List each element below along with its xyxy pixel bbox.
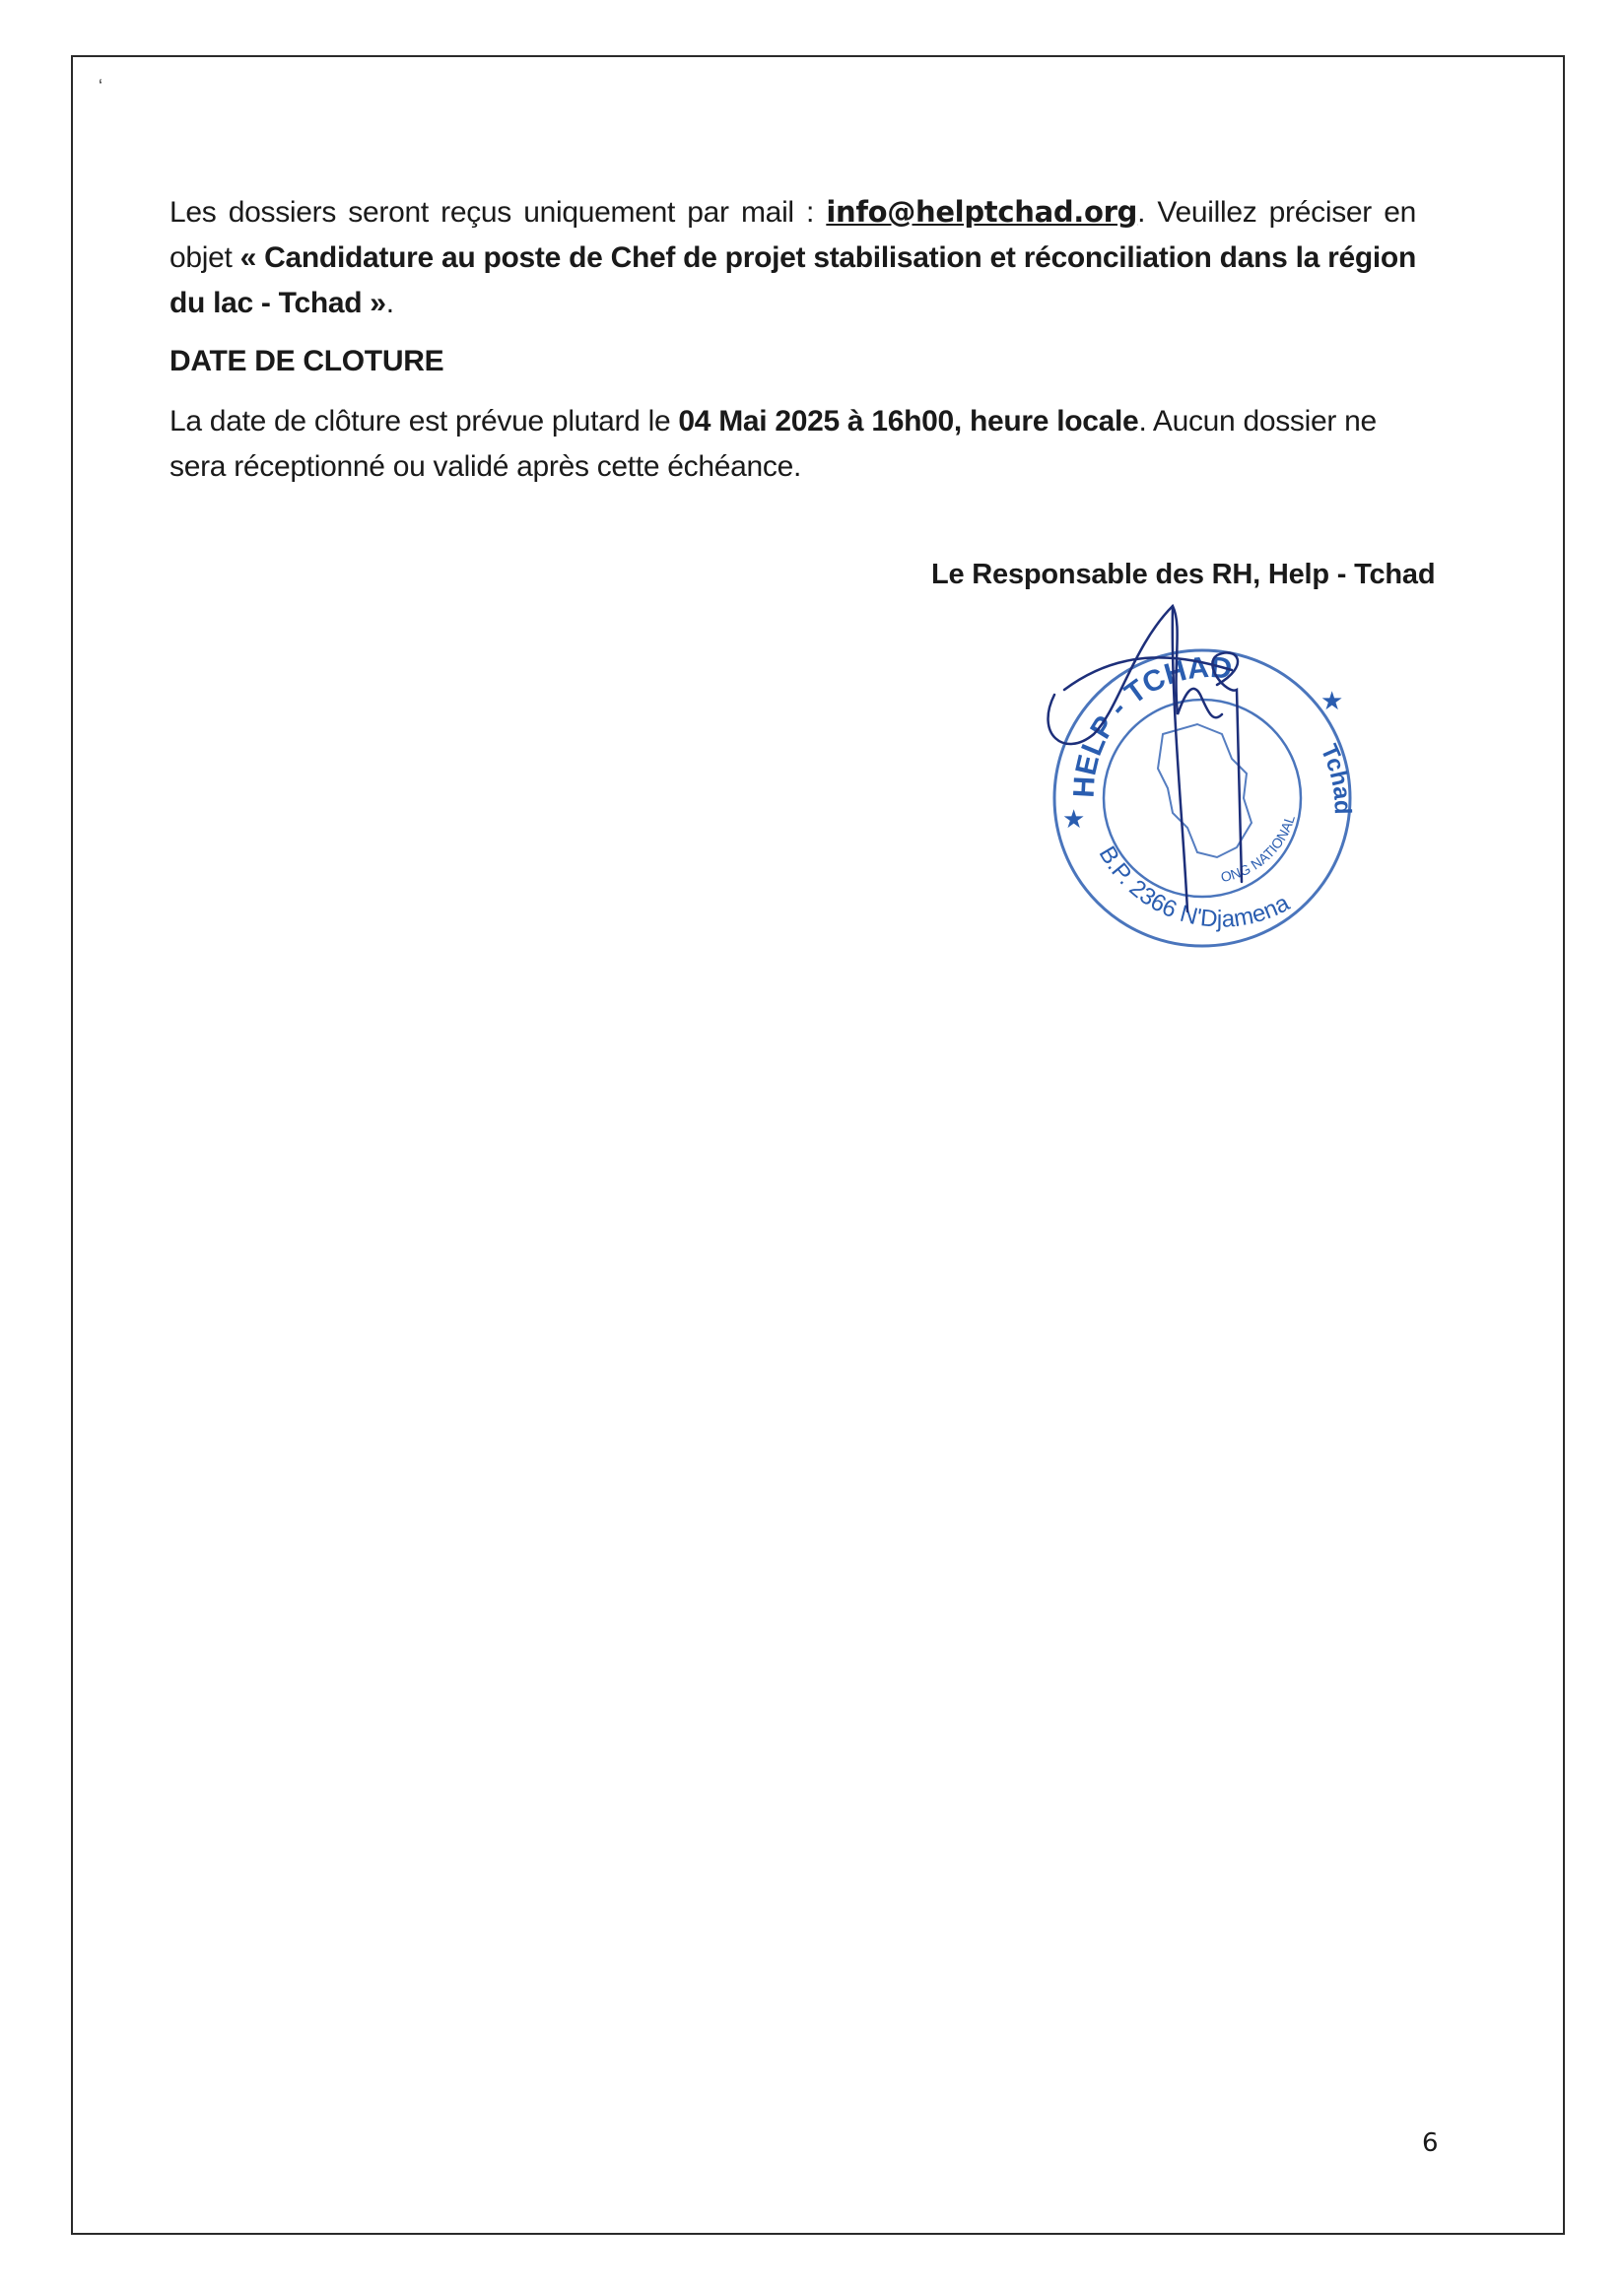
stray-mark: ʻ [99,77,102,97]
page-number: 6 [1422,2128,1439,2158]
stamp-right-text: Tchad [1315,740,1356,815]
closing-suffix: . Aucun dossier ne sera réceptionné ou validé après cette échéance. [169,405,1377,483]
organization-stamp [1025,586,1380,961]
svg-text:★: ★ [1062,804,1086,834]
closing-prefix: La date de clôture est prévue plutard le [169,405,679,438]
email-subject: « Candidature au poste de Chef de projet stabilisation et réconciliation dans la région du lac - Tchad » [169,241,1416,319]
closing-deadline: 04 Mai 2025 à 16h00, heure locale [678,405,1139,438]
email-link[interactable]: info@helptchad.org [826,195,1138,229]
page-border [71,55,1565,2235]
paragraph-suffix: . [385,287,394,319]
stamp-top-text: HELP - TCHAD [1067,650,1234,799]
svg-text:Tchad [1316,740,1356,814]
svg-text:ONG NATIONALE [1025,586,1298,885]
stamp-inner-text: ONG NATIONAL [1219,813,1298,886]
svg-text:★: ★ [1320,686,1344,715]
paragraph-prefix: Les dossiers seront reçus uniquement par mail : [169,196,827,229]
closing-date-heading: DATE DE CLOTURE [169,345,444,377]
paragraph-closing-date [169,399,1416,490]
stamp-bottom-text: B.P. 2366 N'Djamena [1093,842,1295,933]
paragraph-middle: . Veuillez préciser en objet [169,196,1416,274]
signatory-title: Le Responsable des RH, Help - Tchad [931,559,1436,590]
paragraph-application-instructions [169,189,1416,326]
